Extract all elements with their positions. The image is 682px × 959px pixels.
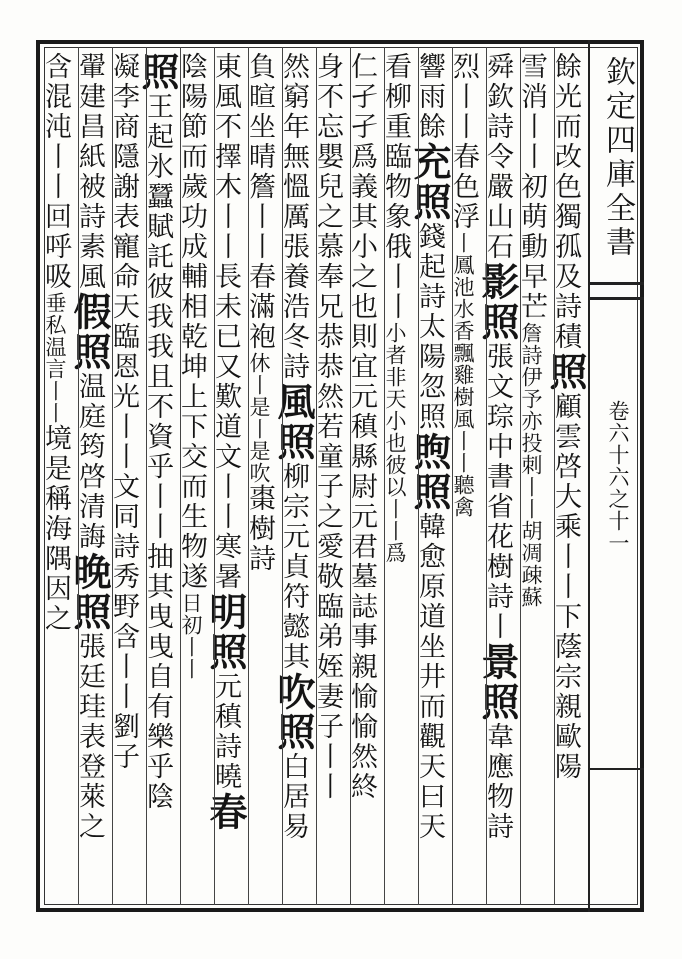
book-title: 欽定四庫全書 — [600, 56, 635, 260]
fishtail-mark — [588, 282, 644, 300]
text-segment: 影照 — [475, 262, 520, 342]
text-segment: 雪消丨丨初萌動早芒 — [516, 52, 547, 322]
text-segment: 餘光而改色獨孤及詩積 — [550, 52, 581, 352]
text-column — [271, 52, 316, 900]
text-segment: 張廷珪表登萊之 — [74, 632, 105, 842]
text-segment: 照 — [135, 52, 180, 92]
text-column — [448, 52, 486, 900]
text-segment: 照 — [543, 352, 588, 392]
column-rule — [384, 47, 385, 905]
text-segment: 含混沌丨丨回呼吸 — [40, 52, 71, 292]
juan-number: 卷六十六之十一 — [606, 400, 630, 554]
text-segment: 晚照 — [67, 552, 112, 632]
text-segment: 垂私温言丨丨 — [43, 292, 67, 424]
text-column — [380, 52, 418, 900]
text-segment: 響雨餘 — [414, 52, 445, 142]
text-segment: 王起氷蠶賦託彼我我且不資乎丨丨抽其曳曳自有樂乎陰 — [142, 92, 173, 812]
text-segment: 凝李商隱謝表寵命天臨恩光丨丨文同詩秀野含丨丨劉子 — [108, 52, 139, 772]
text-segment: 休丨是丨是吹 — [247, 352, 271, 484]
column-rule — [180, 47, 181, 905]
text-column — [40, 52, 78, 900]
text-column — [346, 52, 384, 900]
text-segment: 風照 — [271, 382, 316, 462]
text-segment: 韋應物詩 — [482, 722, 513, 842]
text-segment: 身不忘嬰兒之慕奉兄恭恭然若童子之愛敬臨弟姪妻子丨丨 — [312, 52, 343, 802]
text-segment: 明照 — [203, 592, 248, 672]
text-segment: 吹照 — [271, 672, 316, 752]
text-segment: 舜欽詩令嚴山石 — [482, 52, 513, 262]
text-segment: 春 — [203, 792, 248, 832]
text-segment: 白居易 — [278, 752, 309, 842]
column-rule — [350, 47, 351, 905]
column-rule — [316, 47, 317, 905]
text-segment: 丨鳳池水香飄雞樹風丨丨聽禽 — [451, 232, 475, 518]
text-column — [312, 52, 350, 900]
text-column — [475, 52, 520, 900]
text-column — [67, 52, 112, 900]
text-segment: 錢起詩太陽忽照 — [414, 222, 445, 432]
text-segment: 臨物象俄丨丨 — [380, 142, 411, 322]
text-column — [203, 52, 248, 900]
text-segment: 日初丨丨 — [179, 592, 203, 680]
text-column — [176, 52, 214, 900]
text-segment: 陰陽節而歲功成輔相乾坤上下交而生物遂 — [176, 52, 207, 592]
text-segment: 顧雲啓大乘丨丨下蔭宗親歐陽 — [550, 392, 581, 782]
column-rule — [486, 47, 487, 905]
text-column — [407, 52, 452, 900]
text-column — [244, 52, 282, 900]
text-segment: 張文琮中書省花樹詩丨 — [482, 342, 513, 642]
text-segment: 充照 — [407, 142, 452, 222]
text-segment: 負暄坐晴簷丨丨春滿袍 — [244, 52, 275, 352]
text-segment: 棗樹詩 — [244, 484, 275, 574]
text-segment: 假照 — [67, 292, 112, 372]
text-column — [543, 52, 588, 900]
column-rule — [520, 47, 521, 905]
text-segment: 温庭筠啓清誨 — [74, 372, 105, 552]
text-column — [516, 52, 554, 900]
text-segment: 煦照 — [407, 432, 452, 512]
text-segment: 景照 — [475, 642, 520, 722]
text-segment: 小者非天小也彼以丨丨爲 — [383, 322, 407, 564]
column-rule — [282, 47, 283, 905]
text-segment: 翬建昌紙被詩素風 — [74, 52, 105, 292]
text-segment: 然窮年無慍厲張養浩冬詩 — [278, 52, 309, 382]
column-rule — [418, 47, 419, 905]
column-rule — [214, 47, 215, 905]
column-rule — [554, 47, 555, 905]
column-rule — [248, 47, 249, 905]
text-segment: 烈丨丨春色浮 — [448, 52, 479, 232]
text-segment: 元稹詩曉 — [210, 672, 241, 792]
text-column — [108, 52, 146, 900]
text-segment: 柳宗元貞符懿其 — [278, 462, 309, 672]
text-segment: 韓愈原道坐井而觀天曰天 — [414, 512, 445, 842]
column-rule — [452, 47, 453, 905]
text-column — [135, 52, 180, 900]
text-segment: 詹詩伊予亦投刺丨丨胡凋疎蘇 — [519, 322, 543, 608]
column-rule — [78, 47, 79, 905]
text-segment: 東風不擇木丨丨長未已又歎道文丨丨寒暑 — [210, 52, 241, 592]
column-rule — [112, 47, 113, 905]
text-segment: 仁孑孑爲義其小之也則宜元稹縣尉元君墓誌事親愉愉然終 — [346, 52, 377, 802]
column-rule — [146, 47, 147, 905]
text-segment: 境是稱海隅因之 — [40, 424, 71, 634]
fold-margin-rule — [588, 768, 644, 770]
text-segment: 看柳重 — [380, 52, 411, 142]
